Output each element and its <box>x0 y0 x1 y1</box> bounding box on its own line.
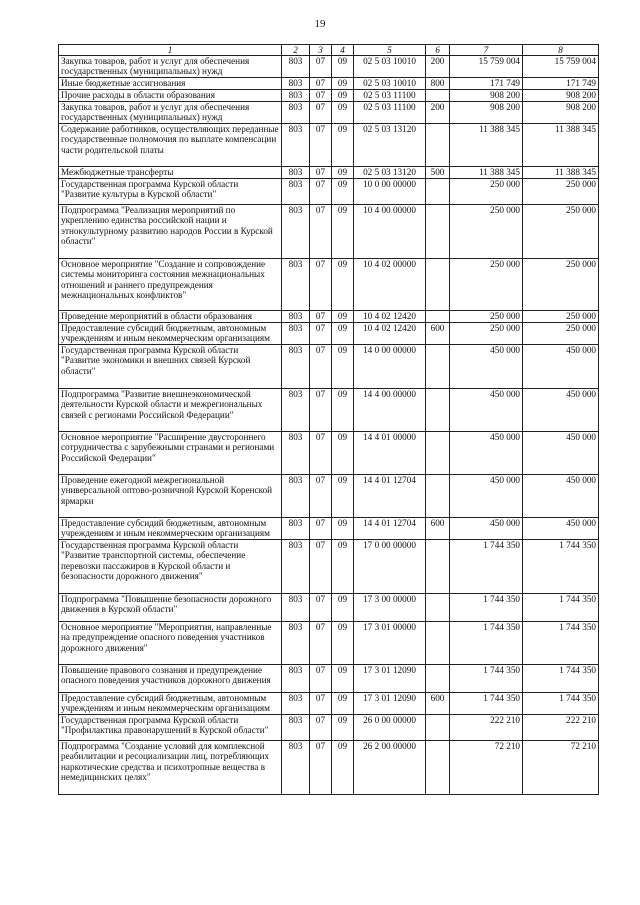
row-code-expense-type <box>426 475 450 518</box>
row-name: Предоставление субсидий бюджетным, автономным учреждениям и иным некоммерческим организациям <box>59 323 282 345</box>
row-name: Основное мероприятие "Создание и сопровождение системы мониторинга состояния межнациональных отношений и раннего предупреждения межнациональных конфликтов" <box>59 259 282 311</box>
row-code-subsection: 09 <box>332 311 354 323</box>
row-code-section: 07 <box>310 622 332 665</box>
row-code-expense-type <box>426 345 450 389</box>
row-name: Государственная программа Курской области "Профилактика правонарушений в Курской области" <box>59 715 282 741</box>
row-code-expense-type <box>426 432 450 475</box>
row-code-ministry: 803 <box>282 205 310 259</box>
row-code-subsection: 09 <box>332 259 354 311</box>
row-name: Иные бюджетные ассигнования <box>59 78 282 90</box>
row-code-subsection: 09 <box>332 167 354 179</box>
row-amount-1: 11 388 345 <box>450 167 523 179</box>
header-col-7: 7 <box>450 45 523 56</box>
row-code-expense-type: 800 <box>426 78 450 90</box>
row-code-target: 14 0 00 00000 <box>354 345 426 389</box>
table-header-row <box>59 45 599 56</box>
row-amount-2: 1 744 350 <box>523 594 599 622</box>
table-row <box>59 665 599 693</box>
row-code-section: 07 <box>310 90 332 102</box>
row-code-expense-type <box>426 179 450 205</box>
row-code-expense-type <box>426 90 450 102</box>
row-code-subsection: 09 <box>332 124 354 167</box>
row-code-target: 02 5 03 11100 <box>354 102 426 124</box>
row-code-target: 02 5 03 10010 <box>354 78 426 90</box>
row-code-target: 10 0 00 00000 <box>354 179 426 205</box>
header-col-4: 4 <box>332 45 354 56</box>
row-code-subsection: 09 <box>332 622 354 665</box>
row-name: Основное мероприятие "Мероприятия, направленные на предупреждение опасного поведения участников дорожного движения" <box>59 622 282 665</box>
row-code-section: 07 <box>310 594 332 622</box>
row-amount-2: 11 388 345 <box>523 167 599 179</box>
row-code-target: 02 5 03 11100 <box>354 90 426 102</box>
row-code-ministry: 803 <box>282 693 310 715</box>
row-code-section: 07 <box>310 432 332 475</box>
page-number: 19 <box>314 18 326 30</box>
row-amount-2: 171 749 <box>523 78 599 90</box>
row-amount-1: 450 000 <box>450 518 523 540</box>
row-amount-1: 250 000 <box>450 323 523 345</box>
row-name: Повышение правового сознания и предупреждение опасного поведения участников дорожного движения <box>59 665 282 693</box>
row-name: Проведение ежегодной межрегиональной универсальной оптово-розничной Курской Коренской ярмарки <box>59 475 282 518</box>
row-code-ministry: 803 <box>282 665 310 693</box>
row-code-ministry: 803 <box>282 594 310 622</box>
row-name: Государственная программа Курской области "Развитие культуры в Курской области" <box>59 179 282 205</box>
row-amount-1: 250 000 <box>450 179 523 205</box>
row-code-section: 07 <box>310 323 332 345</box>
row-amount-1: 1 744 350 <box>450 594 523 622</box>
row-code-ministry: 803 <box>282 167 310 179</box>
row-code-section: 07 <box>310 518 332 540</box>
row-code-target: 17 3 01 00000 <box>354 622 426 665</box>
row-code-subsection: 09 <box>332 345 354 389</box>
row-amount-1: 1 744 350 <box>450 665 523 693</box>
table-row <box>59 389 599 432</box>
header-col-2: 2 <box>282 45 310 56</box>
row-name: Предоставление субсидий бюджетным, автономным учреждениям и иным некоммерческим организациям <box>59 693 282 715</box>
row-code-section: 07 <box>310 102 332 124</box>
row-code-expense-type <box>426 540 450 594</box>
row-code-expense-type <box>426 124 450 167</box>
row-amount-1: 1 744 350 <box>450 622 523 665</box>
row-amount-2: 450 000 <box>523 475 599 518</box>
row-amount-2: 450 000 <box>523 432 599 475</box>
row-code-expense-type: 600 <box>426 518 450 540</box>
row-code-target: 10 4 02 12420 <box>354 323 426 345</box>
row-amount-2: 450 000 <box>523 518 599 540</box>
row-amount-2: 1 744 350 <box>523 693 599 715</box>
row-name: Межбюджетные трансферты <box>59 167 282 179</box>
row-code-subsection: 09 <box>332 389 354 432</box>
row-code-subsection: 09 <box>332 56 354 78</box>
table-row <box>59 741 599 795</box>
row-code-expense-type: 600 <box>426 323 450 345</box>
row-code-expense-type <box>426 205 450 259</box>
row-amount-2: 250 000 <box>523 205 599 259</box>
row-code-section: 07 <box>310 311 332 323</box>
row-code-section: 07 <box>310 665 332 693</box>
row-amount-2: 250 000 <box>523 179 599 205</box>
row-code-ministry: 803 <box>282 518 310 540</box>
row-code-ministry: 803 <box>282 124 310 167</box>
row-code-subsection: 09 <box>332 665 354 693</box>
row-amount-2: 11 388 345 <box>523 124 599 167</box>
row-amount-1: 1 744 350 <box>450 693 523 715</box>
row-amount-1: 450 000 <box>450 345 523 389</box>
row-amount-2: 72 210 <box>523 741 599 795</box>
row-code-ministry: 803 <box>282 56 310 78</box>
row-amount-1: 1 744 350 <box>450 540 523 594</box>
header-col-5: 5 <box>354 45 426 56</box>
table-row <box>59 102 599 124</box>
row-code-section: 07 <box>310 167 332 179</box>
row-code-section: 07 <box>310 540 332 594</box>
row-code-subsection: 09 <box>332 205 354 259</box>
row-code-section: 07 <box>310 56 332 78</box>
row-code-expense-type: 200 <box>426 56 450 78</box>
row-code-expense-type <box>426 311 450 323</box>
row-code-subsection: 09 <box>332 102 354 124</box>
table-row <box>59 56 599 78</box>
row-code-expense-type <box>426 594 450 622</box>
row-code-subsection: 09 <box>332 715 354 741</box>
row-amount-1: 250 000 <box>450 259 523 311</box>
table-row <box>59 475 599 518</box>
row-code-target: 14 4 01 12704 <box>354 475 426 518</box>
row-code-target: 17 3 01 12090 <box>354 665 426 693</box>
row-code-target: 26 0 00 00000 <box>354 715 426 741</box>
row-code-subsection: 09 <box>332 540 354 594</box>
table-row <box>59 693 599 715</box>
table-row <box>59 259 599 311</box>
row-code-ministry: 803 <box>282 311 310 323</box>
table-row <box>59 540 599 594</box>
row-code-ministry: 803 <box>282 90 310 102</box>
row-code-target: 10 4 02 00000 <box>354 259 426 311</box>
row-code-target: 14 4 01 12704 <box>354 518 426 540</box>
header-col-6: 6 <box>426 45 450 56</box>
header-col-3: 3 <box>310 45 332 56</box>
row-code-subsection: 09 <box>332 432 354 475</box>
row-amount-2: 1 744 350 <box>523 622 599 665</box>
row-code-section: 07 <box>310 259 332 311</box>
row-code-ministry: 803 <box>282 741 310 795</box>
row-amount-2: 450 000 <box>523 345 599 389</box>
table-row <box>59 124 599 167</box>
row-amount-2: 1 744 350 <box>523 665 599 693</box>
table-row <box>59 179 599 205</box>
row-name: Проведение мероприятий в области образования <box>59 311 282 323</box>
row-code-ministry: 803 <box>282 475 310 518</box>
row-code-subsection: 09 <box>332 518 354 540</box>
row-amount-2: 908 200 <box>523 90 599 102</box>
table-row <box>59 518 599 540</box>
row-amount-1: 450 000 <box>450 475 523 518</box>
row-code-subsection: 09 <box>332 78 354 90</box>
row-name: Закупка товаров, работ и услуг для обеспечения государственных (муниципальных) нужд <box>59 56 282 78</box>
row-code-target: 10 4 02 12420 <box>354 311 426 323</box>
row-code-subsection: 09 <box>332 693 354 715</box>
table-row <box>59 432 599 475</box>
row-code-section: 07 <box>310 179 332 205</box>
row-code-section: 07 <box>310 715 332 741</box>
row-amount-1: 250 000 <box>450 205 523 259</box>
row-code-expense-type <box>426 741 450 795</box>
row-amount-1: 450 000 <box>450 432 523 475</box>
row-name: Подпрограмма "Реализация мероприятий по укреплению единства российской нации и этнокультурному развитию народов России в Курской области" <box>59 205 282 259</box>
row-name: Предоставление субсидий бюджетным, автономным учреждениям и иным некоммерческим организациям <box>59 518 282 540</box>
row-name: Содержание работников, осуществляющих переданные государственные полномочия по выплате компенсации части родительской платы <box>59 124 282 167</box>
row-code-section: 07 <box>310 345 332 389</box>
row-code-ministry: 803 <box>282 389 310 432</box>
row-code-target: 02 5 03 10010 <box>354 56 426 78</box>
row-code-ministry: 803 <box>282 78 310 90</box>
row-code-target: 26 2 00 00000 <box>354 741 426 795</box>
budget-table <box>58 44 599 795</box>
row-amount-2: 250 000 <box>523 311 599 323</box>
row-code-subsection: 09 <box>332 475 354 518</box>
row-name: Подпрограмма "Повышение безопасности дорожного движения в Курской области" <box>59 594 282 622</box>
row-amount-2: 15 759 004 <box>523 56 599 78</box>
table-body <box>59 56 599 795</box>
row-amount-1: 15 759 004 <box>450 56 523 78</box>
table-row <box>59 323 599 345</box>
row-code-ministry: 803 <box>282 179 310 205</box>
row-name: Подпрограмма "Развитие внешнеэкономической деятельности Курской области и межрегиональных связей с регионами Российской Федерации" <box>59 389 282 432</box>
row-code-target: 17 3 01 12090 <box>354 693 426 715</box>
row-amount-2: 1 744 350 <box>523 540 599 594</box>
header-col-8: 8 <box>523 45 599 56</box>
row-code-ministry: 803 <box>282 715 310 741</box>
row-code-section: 07 <box>310 205 332 259</box>
row-code-subsection: 09 <box>332 179 354 205</box>
row-amount-1: 250 000 <box>450 311 523 323</box>
table-row <box>59 205 599 259</box>
row-name: Основное мероприятие "Расширение двустороннего сотрудничества с зарубежными странами и регионами Российской Федерации" <box>59 432 282 475</box>
table-row <box>59 345 599 389</box>
row-code-target: 17 3 00 00000 <box>354 594 426 622</box>
row-name: Прочие расходы в области образования <box>59 90 282 102</box>
table-row <box>59 167 599 179</box>
row-code-subsection: 09 <box>332 90 354 102</box>
row-code-section: 07 <box>310 78 332 90</box>
table-row <box>59 622 599 665</box>
table-row <box>59 715 599 741</box>
row-code-target: 14 4 01 00000 <box>354 432 426 475</box>
row-code-ministry: 803 <box>282 323 310 345</box>
row-code-ministry: 803 <box>282 622 310 665</box>
row-code-section: 07 <box>310 693 332 715</box>
row-code-target: 02 5 03 13120 <box>354 167 426 179</box>
row-code-ministry: 803 <box>282 259 310 311</box>
row-amount-1: 171 749 <box>450 78 523 90</box>
row-amount-1: 908 200 <box>450 102 523 124</box>
row-code-expense-type <box>426 389 450 432</box>
row-code-ministry: 803 <box>282 345 310 389</box>
row-code-subsection: 09 <box>332 594 354 622</box>
row-code-target: 14 4 00 00000 <box>354 389 426 432</box>
row-code-section: 07 <box>310 124 332 167</box>
row-code-target: 17 0 00 00000 <box>354 540 426 594</box>
header-col-1: 1 <box>59 45 282 56</box>
row-code-expense-type <box>426 665 450 693</box>
row-amount-1: 11 388 345 <box>450 124 523 167</box>
row-code-section: 07 <box>310 475 332 518</box>
row-code-target: 10 4 00 00000 <box>354 205 426 259</box>
table-row <box>59 90 599 102</box>
row-code-expense-type: 200 <box>426 102 450 124</box>
table-row <box>59 78 599 90</box>
row-amount-1: 908 200 <box>450 90 523 102</box>
row-amount-2: 222 210 <box>523 715 599 741</box>
row-amount-1: 72 210 <box>450 741 523 795</box>
table-row <box>59 594 599 622</box>
row-amount-2: 250 000 <box>523 259 599 311</box>
row-code-subsection: 09 <box>332 741 354 795</box>
row-code-section: 07 <box>310 741 332 795</box>
row-name: Государственная программа Курской области "Развитие экономики и внешних связей Курской области" <box>59 345 282 389</box>
row-code-subsection: 09 <box>332 323 354 345</box>
row-amount-1: 450 000 <box>450 389 523 432</box>
row-amount-2: 908 200 <box>523 102 599 124</box>
row-code-ministry: 803 <box>282 432 310 475</box>
row-code-expense-type: 600 <box>426 693 450 715</box>
row-amount-1: 222 210 <box>450 715 523 741</box>
row-amount-2: 450 000 <box>523 389 599 432</box>
row-code-expense-type: 500 <box>426 167 450 179</box>
row-amount-2: 250 000 <box>523 323 599 345</box>
row-code-ministry: 803 <box>282 102 310 124</box>
row-code-ministry: 803 <box>282 540 310 594</box>
row-code-expense-type <box>426 259 450 311</box>
row-code-section: 07 <box>310 389 332 432</box>
table-row <box>59 311 599 323</box>
row-name: Подпрограмма "Создание условий для комплексной реабилитации и ресоциализации лиц, потребляющих наркотические средства и психотропные вещества в немедицинских целях" <box>59 741 282 795</box>
row-name: Государственная программа Курской области "Развитие транспортной системы, обеспечение перевозки пассажиров в Курской области и безопасности дорожного движения" <box>59 540 282 594</box>
row-name: Закупка товаров, работ и услуг для обеспечения государственных (муниципальных) нужд <box>59 102 282 124</box>
row-code-expense-type <box>426 715 450 741</box>
row-code-target: 02 5 03 13120 <box>354 124 426 167</box>
row-code-expense-type <box>426 622 450 665</box>
